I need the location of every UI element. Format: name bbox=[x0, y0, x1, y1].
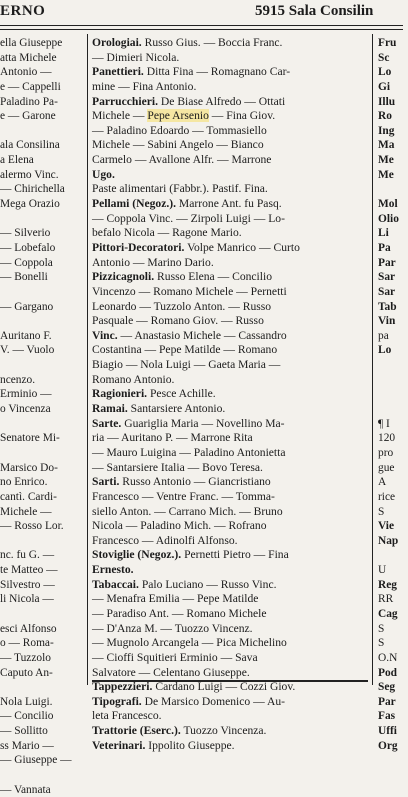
right-column-line: Par bbox=[378, 256, 396, 269]
right-column-line bbox=[378, 373, 408, 388]
middle-column-line: — Coppola Vinc. — Zirpoli Luigi — Lo- bbox=[92, 211, 285, 225]
left-column-line bbox=[0, 534, 86, 549]
category-heading: Sarti. bbox=[92, 475, 120, 489]
left-column-line: li Nicola — bbox=[0, 593, 54, 606]
middle-column-line: siello Anton. — Carrano Mich. — Bruno bbox=[92, 504, 283, 518]
middle-column-line: Pellami (Negoz.). Marrone Ant. fu Pasq. bbox=[92, 197, 282, 211]
right-column-line: Tab bbox=[378, 300, 397, 313]
category-heading: Pizzicagnoli. bbox=[92, 270, 155, 284]
left-column-line: ella Giuseppe bbox=[0, 37, 63, 49]
left-column-line: — Giuseppe — bbox=[0, 754, 72, 767]
middle-column bbox=[92, 36, 368, 753]
left-column-line: Caputo An- bbox=[0, 666, 53, 679]
right-column-line: S bbox=[378, 622, 385, 635]
left-column-line bbox=[0, 124, 86, 139]
right-column-line: Vin bbox=[378, 315, 396, 328]
left-column-line bbox=[0, 285, 86, 300]
category-heading: Sarte. bbox=[92, 416, 122, 430]
left-column-line: — Lobefalo bbox=[0, 241, 56, 254]
left-column-line: Antonio — bbox=[0, 66, 52, 79]
right-column-line: 120 bbox=[378, 432, 396, 445]
right-column-line: Sar bbox=[378, 271, 396, 284]
right-column-line bbox=[378, 548, 408, 563]
middle-column-line: mine — Fina Antonio. bbox=[92, 79, 197, 93]
left-column-line: — Concilio bbox=[0, 710, 54, 723]
middle-column-line: leta Francesco. bbox=[92, 709, 162, 723]
left-column-line: ss Mario — bbox=[0, 739, 54, 752]
middle-column-line: Salvatore — Celentano Giuseppe. bbox=[92, 665, 250, 679]
right-column-line: Uffi bbox=[378, 725, 397, 738]
middle-column-line: Francesco — Adinolfi Alfonso. bbox=[92, 533, 238, 547]
middle-column-line: — Mauro Luigina — Paladino Antonietta bbox=[92, 445, 286, 459]
category-heading: Ragionieri. bbox=[92, 387, 148, 401]
left-column-line: — Bonelli bbox=[0, 271, 48, 284]
left-column-line: Senatore Mi- bbox=[0, 432, 60, 445]
left-column-line bbox=[0, 607, 86, 622]
right-column-line bbox=[378, 387, 408, 402]
left-column-line: esci Alfonso bbox=[0, 622, 57, 635]
left-column-line: Mega Orazio bbox=[0, 198, 60, 211]
right-column-line: A bbox=[378, 476, 387, 489]
left-column-line: Nola Luigi. bbox=[0, 695, 53, 708]
header-left-text: ERNO bbox=[0, 3, 46, 19]
category-heading: Stoviglie (Negoz.). bbox=[92, 548, 182, 562]
right-column-line bbox=[378, 182, 408, 197]
middle-column-line: Pittori-Decoratori. Volpe Manrico — Curto bbox=[92, 240, 300, 254]
left-column-line: Erminio — bbox=[0, 388, 52, 401]
middle-column-line: — Paradiso Ant. — Romano Michele bbox=[92, 606, 267, 620]
middle-column-line: Trattorie (Eserc.). Tuozzo Vincenza. bbox=[92, 724, 267, 738]
right-column-line: pa bbox=[378, 329, 389, 342]
category-heading: Veterinari. bbox=[92, 738, 146, 752]
right-column-line: Seg bbox=[378, 681, 396, 694]
middle-column-line: Francesco — Ventre Franc. — Tomma- bbox=[92, 489, 275, 503]
middle-column-line: Tappezzieri. Cardano Luigi — Cozzi Giov. bbox=[92, 680, 296, 694]
category-heading: Ernesto. bbox=[92, 563, 134, 577]
middle-column-line: — Cioffi Squitieri Erminio — Sava bbox=[92, 650, 258, 664]
right-column-line: Ma bbox=[378, 139, 395, 152]
right-column-line bbox=[378, 358, 408, 373]
middle-column-line: Michele — Pepe Arsenio — Fina Giov. bbox=[92, 109, 276, 123]
left-column-line: Auritano F. bbox=[0, 329, 52, 342]
right-column-line: Mol bbox=[378, 198, 398, 211]
right-column-line: Ro bbox=[378, 110, 392, 123]
right-column-line: Me bbox=[378, 154, 394, 167]
left-column-line: a Elena bbox=[0, 154, 34, 167]
left-column-line bbox=[0, 680, 86, 695]
category-heading: Panettieri. bbox=[92, 65, 144, 79]
middle-column-line: Michele — Sabini Angelo — Bianco bbox=[92, 138, 264, 152]
left-column-line: — Silverio bbox=[0, 227, 51, 240]
column-divider-right bbox=[372, 34, 373, 685]
right-column-line: O.N bbox=[378, 651, 398, 664]
category-heading: Vinc. bbox=[92, 328, 118, 342]
left-column-line bbox=[0, 417, 86, 432]
right-column-line: U bbox=[378, 564, 387, 577]
middle-column-line: Parrucchieri. De Biase Alfredo — Ottati bbox=[92, 94, 286, 108]
middle-column-line: Stoviglie (Negoz.). Pernetti Pietro — Fina bbox=[92, 548, 289, 562]
middle-column-line: Ramai. Santarsiere Antonio. bbox=[92, 402, 226, 416]
left-column-line: e — Cappelli bbox=[0, 80, 61, 93]
middle-column-line: Nicola — Paladino Mich. — Rofrano bbox=[92, 519, 267, 533]
left-column-line: alermo Vinc. bbox=[0, 168, 59, 181]
left-column-line bbox=[0, 446, 86, 461]
right-column-line: Me bbox=[378, 168, 394, 181]
middle-column-line: Tabaccai. Palo Luciano — Russo Vinc. bbox=[92, 577, 277, 591]
right-column-line: Fas bbox=[378, 710, 396, 723]
left-column-line: — Coppola bbox=[0, 256, 53, 269]
header-right-text: 5915 Sala Consilin bbox=[255, 3, 374, 19]
left-column-line: nc. fu G. — bbox=[0, 549, 55, 562]
category-heading: Tipografi. bbox=[92, 694, 142, 708]
left-column-line bbox=[0, 768, 86, 783]
right-column-line: Olio bbox=[378, 212, 399, 225]
category-heading: Orologiai. bbox=[92, 36, 142, 49]
right-column-line: Illu bbox=[378, 95, 396, 108]
middle-column-line: Orologiai. Russo Gius. — Boccia Franc. bbox=[92, 36, 283, 49]
middle-column-line: ria — Auritano P. — Marrone Rita bbox=[92, 431, 253, 445]
left-column-line: — Gargano bbox=[0, 300, 54, 313]
right-column-line: Pa bbox=[378, 241, 391, 254]
column-divider-left bbox=[87, 34, 88, 685]
right-column-line: Lo bbox=[378, 66, 392, 79]
right-column-line: Reg bbox=[378, 578, 397, 591]
right-column-line: Par bbox=[378, 695, 396, 708]
category-heading: Trattorie (Eserc.). bbox=[92, 724, 181, 738]
category-heading: Pellami (Negoz.). bbox=[92, 197, 177, 211]
header-rule-secondary bbox=[0, 29, 403, 30]
left-column-line: no Enrico. bbox=[0, 476, 48, 489]
middle-column-line: Veterinari. Ippolito Giuseppe. bbox=[92, 738, 235, 752]
header-rule bbox=[0, 25, 403, 26]
middle-column-line: Romano Antonio. bbox=[92, 372, 175, 386]
left-column-line: ncenzo. bbox=[0, 373, 36, 386]
right-column-line: Sc bbox=[378, 51, 390, 64]
right-column-line: Pod bbox=[378, 666, 397, 679]
right-column-line: Fru bbox=[378, 37, 397, 49]
category-heading: Ugo. bbox=[92, 167, 115, 181]
left-column-line: o Vincenza bbox=[0, 403, 51, 416]
right-column-line: S bbox=[378, 505, 385, 518]
category-heading: Tabaccai. bbox=[92, 577, 139, 591]
middle-column-line: befalo Nicola — Ragone Mario. bbox=[92, 226, 242, 240]
bottom-rule bbox=[92, 680, 368, 682]
left-column-line: o — Roma- bbox=[0, 637, 54, 650]
middle-column-line: Vincenzo — Romano Michele — Pernetti bbox=[92, 284, 287, 298]
middle-column-line: Sarte. Guariglia Maria — Novellino Ma- bbox=[92, 416, 285, 430]
middle-column-line: — Paladino Edoardo — Tommasiello bbox=[92, 123, 267, 137]
middle-column-line: Biagio — Nola Luigi — Gaeta Maria — bbox=[92, 358, 281, 372]
right-column-line: Gi bbox=[378, 80, 391, 93]
right-column-line: S bbox=[378, 637, 385, 650]
middle-column-line bbox=[92, 168, 368, 183]
middle-column-line: Antonio — Marino Dario. bbox=[92, 255, 214, 269]
left-column-line: — Rosso Lor. bbox=[0, 520, 64, 533]
highlighted-name: Pepe Arsenio bbox=[147, 109, 209, 123]
middle-column-line: — Dimieri Nicola. bbox=[92, 50, 180, 64]
left-column-line: atta Michele bbox=[0, 51, 57, 64]
left-column-line: — Sollitto bbox=[0, 725, 48, 738]
right-column-line: gue bbox=[378, 461, 395, 474]
category-heading: Tappezzieri. bbox=[92, 680, 153, 694]
left-column-line bbox=[0, 358, 86, 373]
left-column-line: ala Consilina bbox=[0, 139, 60, 152]
left-column-line bbox=[0, 314, 86, 329]
category-heading: Parrucchieri. bbox=[92, 94, 158, 108]
middle-column-line: Vinc. — Anastasio Michele — Cassandro bbox=[92, 328, 287, 342]
middle-column-line: Carmelo — Avallone Alfr. — Marrone bbox=[92, 153, 272, 167]
left-column bbox=[0, 36, 86, 797]
middle-column-line: Sarti. Russo Antonio — Giancristiano bbox=[92, 475, 271, 489]
right-column-line: Nap bbox=[378, 534, 399, 547]
right-column-line: Cag bbox=[378, 607, 398, 620]
left-column-line: Michele — bbox=[0, 505, 52, 518]
right-column-line: Vie bbox=[378, 520, 395, 533]
left-column-line: — Vannata bbox=[0, 783, 51, 796]
left-column-line bbox=[0, 212, 86, 227]
right-column-line: Lo bbox=[378, 344, 392, 357]
right-column-line: Ing bbox=[378, 124, 395, 137]
right-column-line: ¶ I bbox=[378, 417, 390, 430]
middle-column-line: — Menafra Emilia — Pepe Matilde bbox=[92, 592, 259, 606]
left-column-line: e — Garone bbox=[0, 110, 56, 123]
right-column-line: Sar bbox=[378, 285, 396, 298]
left-column-line: Silvestro — bbox=[0, 578, 55, 591]
left-column-line: — Tuzzolo bbox=[0, 651, 51, 664]
middle-column-line: Tipografi. De Marsico Domenico — Au- bbox=[92, 694, 285, 708]
left-column-line: — Chirichella bbox=[0, 183, 65, 196]
right-column-line: Org bbox=[378, 739, 398, 752]
middle-column-line: Pizzicagnoli. Russo Elena — Concilio bbox=[92, 270, 273, 284]
middle-column-line bbox=[92, 563, 368, 578]
right-column-line bbox=[378, 402, 408, 417]
left-column-line: Marsico Do- bbox=[0, 461, 58, 474]
right-column-line: pro bbox=[378, 446, 394, 459]
middle-column-line: Panettieri. Ditta Fina — Romagnano Car- bbox=[92, 65, 291, 79]
right-column-line: RR bbox=[378, 593, 394, 606]
left-column-line: V. — Vuolo bbox=[0, 344, 55, 357]
left-column-line: cantì. Cardi- bbox=[0, 490, 57, 503]
left-column-line: te Matteo — bbox=[0, 564, 58, 577]
right-column-line: Li bbox=[378, 227, 389, 240]
right-column bbox=[378, 36, 408, 753]
middle-column-line: — Santarsiere Italia — Bovo Teresa. bbox=[92, 460, 263, 474]
right-column-line: rice bbox=[378, 490, 396, 503]
middle-column-line: Pasquale — Romano Giov. — Russo bbox=[92, 314, 264, 328]
middle-column-line: Leonardo — Tuzzolo Anton. — Russo bbox=[92, 299, 272, 313]
middle-column-line: Paste alimentari (Fabbr.). Pastif. Fina. bbox=[92, 182, 268, 196]
category-heading: Pittori-Decoratori. bbox=[92, 240, 185, 254]
middle-column-line: — Mugnolo Arcangela — Pica Michelino bbox=[92, 636, 287, 650]
category-heading: Ramai. bbox=[92, 402, 128, 416]
middle-column-line: Ragionieri. Pesce Achille. bbox=[92, 387, 216, 401]
left-column-line: Paladino Pa- bbox=[0, 95, 58, 108]
middle-column-line: — D'Anza M. — Tuozzo Vincenz. bbox=[92, 621, 253, 635]
middle-column-line: Costantina — Pepe Matilde — Romano bbox=[92, 343, 278, 357]
